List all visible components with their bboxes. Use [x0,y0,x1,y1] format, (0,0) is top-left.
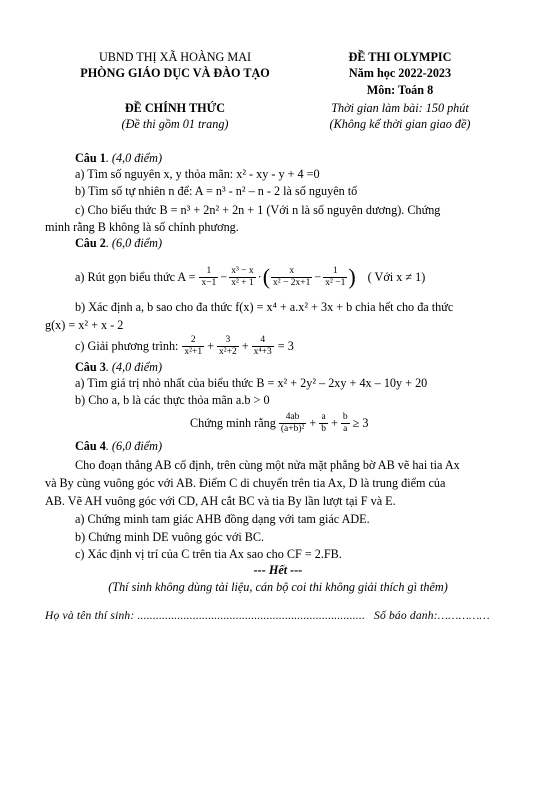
q2-b-line1: b) Xác định a, b sao cho đa thức f(x) = x⁴ + a.x² + 3x + b chia hết cho đa thức [75,300,454,314]
q1-c-line2: minh rằng B không là số chính phương. [45,220,239,234]
subject: Môn: Toán 8 [366,83,434,97]
q4-heading [75,439,162,454]
q1-a: a) Tìm số nguyên x, y thỏa mãn: x² - xy - y + 4 =0 [75,167,320,181]
q3-frac1: $\frac{4ab}{\text{(a+b)²}}$ [280,411,305,434]
q2-c-rhs: = 3 [277,338,294,353]
pages-note: (Đề thi gồm 01 trang) [121,117,229,131]
candidate-name-field: Họ và tên thí sinh: .......................................................................... [45,610,366,622]
q3-rhs: ≥ 3 [352,415,369,430]
q3-b: b) Cho a, b là các thực thỏa mãn a.b > 0 [75,393,270,407]
q2-title: Câu 2 [75,236,106,250]
q2-c-prefix: c) Giải phương trình: [75,338,179,353]
q2-a-frac1: $\frac{1}{x-1}$ [201,265,217,288]
q3-frac2: $\frac{a}{b}$ [321,411,326,434]
candidate-note: (Thí sinh không dùng tài liệu, cán bộ coi thi không giải thích gì thêm) [108,580,448,594]
exam-title: ĐỀ THI OLYMPIC [348,50,452,64]
q3-prove: Chứng minh rằng $\frac{4ab}{\text{(a+b)²}}$ + $\frac{a}{b}$ + $\frac{b}{a}$ ≥ 3 [190,411,369,434]
q2-a-prefix: a) Rút gọn biểu thức A = [75,269,196,284]
q2-a-frac3: $\frac{x}{\text{x² − 2x+1}}$ [273,265,311,288]
q2-c-frac2: $\frac{3}{\text{x²+2}}$ [219,334,237,357]
end-marker: --- Hết --- [253,563,303,577]
q4-para-line1: Cho đoạn thẳng AB cố định, trên cùng một nửa mặt phẳng bờ AB vẽ hai tia Ax [75,458,460,472]
district-name: UBND THỊ XÃ HOÀNG MAI [98,50,252,64]
q4-title: Câu 4 [75,439,106,453]
q3-prove-label: Chứng minh rằng [190,415,276,430]
q1-c-line1: c) Cho biểu thức B = n³ + 2n² + 2n + 1 (Với n là số nguyên dương). Chứng [75,203,441,217]
q2-a-condition: ( Với x ≠ 1) [367,269,426,284]
q3-frac3: $\frac{b}{a}$ [342,411,348,434]
time-note: (Không kể thời gian giao đề) [329,117,471,131]
q2-c-frac1: $\frac{2}{\text{x²+1}}$ [184,334,203,357]
q4-para-line3: AB. Vẽ AH vuông góc với CD, AH cắt BC và tia By lần lượt tại F và E. [45,494,396,508]
department-name: PHÒNG GIÁO DỤC VÀ ĐÀO TẠO [80,66,270,80]
official-label: ĐỀ CHÍNH THỨC [124,101,226,115]
q2-b-line2: g(x) = x² + x - 2 [45,318,124,332]
q2-points: . (6,0 điểm) [105,236,163,250]
q4-points: . (6,0 điểm) [105,439,163,453]
school-year: Năm học 2022-2023 [348,66,452,80]
q2-a-frac4: $\frac{1}{\text{x² −1}}$ [325,265,346,288]
time-limit: Thời gian làm bài: 150 phút [331,101,469,115]
q4-b: b) Chứng minh DE vuông góc với BC. [75,530,265,544]
q2-heading [75,236,162,251]
q2-c: c) Giải phương trình: $\frac{2}{\text{x²+1}}$ + $\frac{3}{\text{x²+2}}$ + $\frac{4}{\text{x⁴+3}}$ = 3 [75,334,294,357]
q2-c-frac3: $\frac{4}{\text{x⁴+3}}$ [253,334,272,357]
q4-c: c) Xác định vị trí của C trên tia Ax sao cho CF = 2.FB. [75,547,342,561]
q2-a-frac2: $\frac{\text{x³ − x}}{\text{x² + 1}}$ [231,265,254,288]
q3-heading [75,360,162,375]
q1-b: b) Tìm số tự nhiên n để: A = n³ - n² – n - 2 là số nguyên tố [75,184,358,198]
q4-a: a) Chứng minh tam giác AHB đồng dạng với tam giác ADE. [75,512,370,526]
q4-para-line2: và By cùng vuông góc với AB. Điểm C di chuyển trên tia Ax, D là trung điểm của [45,476,446,490]
q3-points: . (4,0 điểm) [105,360,163,374]
q3-a: a) Tìm giá trị nhỏ nhất của biểu thức B = x² + 2y² – 2xy + 4x – 10y + 20 [75,376,428,390]
q1-points: . (4,0 điểm) [105,151,163,165]
candidate-number-field: Số báo danh:…………… [374,610,490,622]
q1-title: Câu 1 [75,151,106,165]
q3-title: Câu 3 [75,360,106,374]
q1-heading [75,151,162,166]
q2-a: a) Rút gọn biểu thức A = $\frac{1}{x-1}$ − $\frac{\text{x³ − x}}{\text{x² + 1}}$ · ( $\frac{x}{\text{x² − 2x+1}}$ − $\frac{1}{\text{x² −1}}$ ) ( Với x ≠ 1) [75,264,426,289]
